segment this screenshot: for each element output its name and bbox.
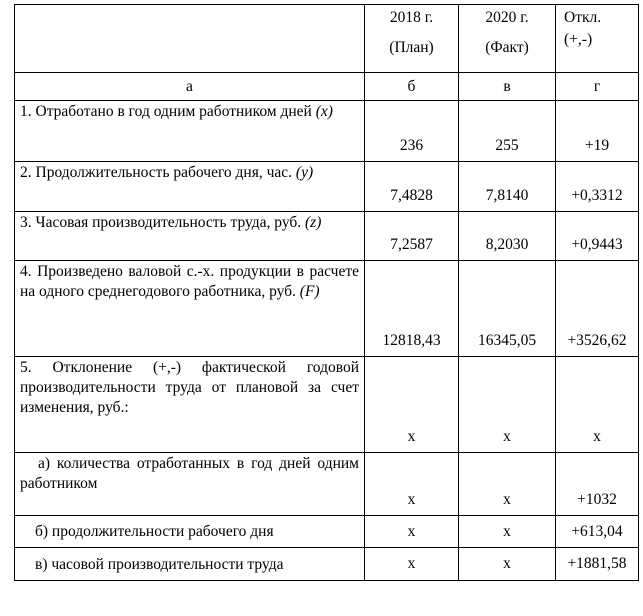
header-empty-cell bbox=[15, 5, 365, 73]
row-fact: 255 bbox=[459, 101, 556, 162]
row-fact: 8,2030 bbox=[459, 212, 556, 261]
row-deviation: +19 bbox=[556, 101, 639, 162]
row-plan: 12818,43 bbox=[365, 261, 459, 357]
row-label: 1. Отработано в год одним работником дней (x) bbox=[15, 101, 365, 162]
row-fact: х bbox=[459, 453, 556, 516]
header-deviation-label: Откл. bbox=[564, 9, 602, 26]
header-plan bbox=[365, 5, 459, 73]
row-symbol: (y) bbox=[295, 164, 314, 181]
letter-g: г bbox=[556, 73, 639, 101]
row-plan: х bbox=[365, 357, 459, 453]
header-fact-year: 2020 г. bbox=[485, 9, 529, 26]
row-symbol: (z) bbox=[305, 214, 322, 231]
letter-a: а bbox=[15, 73, 365, 101]
row-label: 3. Часовая производительность труда, руб. (z) bbox=[15, 212, 365, 261]
row-plan: 236 bbox=[365, 101, 459, 162]
row-deviation: +3526,62 bbox=[556, 261, 639, 357]
row-fact: х bbox=[459, 548, 556, 581]
header-plan-year: 2018 г. bbox=[389, 9, 434, 26]
row-plan: х bbox=[365, 516, 459, 548]
row-symbol: (x) bbox=[315, 103, 333, 120]
row-fact: 7,8140 bbox=[459, 162, 556, 212]
row-symbol: (F) bbox=[299, 283, 320, 300]
letter-row bbox=[15, 73, 639, 101]
table-row bbox=[15, 101, 639, 162]
row-fact: х bbox=[459, 357, 556, 453]
table-row bbox=[15, 261, 639, 357]
row-label: 4. Произведено валовой с.-х. продукции в расчете на одного среднегодового работника, руб. (F) bbox=[15, 261, 365, 357]
table-row bbox=[15, 212, 639, 261]
header-deviation bbox=[556, 5, 639, 73]
row-label: 5. Отклонение (+,-) фактической годовой производительности труда от плановой за счет изменения, руб.: bbox=[15, 357, 365, 453]
table-row bbox=[15, 453, 639, 516]
table-row bbox=[15, 516, 639, 548]
header-fact bbox=[459, 5, 556, 73]
row-plan: х bbox=[365, 548, 459, 581]
row-deviation: +1032 bbox=[556, 453, 639, 516]
row-plan: 7,4828 bbox=[365, 162, 459, 212]
row-fact: 16345,05 bbox=[459, 261, 556, 357]
letter-v: в bbox=[459, 73, 556, 101]
table-row bbox=[15, 548, 639, 581]
row-label: б) продолжительности рабочего дня bbox=[15, 516, 365, 548]
row-fact: х bbox=[459, 516, 556, 548]
letter-b: б bbox=[365, 73, 459, 101]
header-plan-label: (План) bbox=[389, 39, 434, 56]
table-row bbox=[15, 162, 639, 212]
header-deviation-sign: (+,-) bbox=[564, 31, 593, 48]
row-label: 2. Продолжительность рабочего дня, час. (y) bbox=[15, 162, 365, 212]
row-label: в) часовой производительности труда bbox=[15, 548, 365, 581]
productivity-table bbox=[14, 4, 639, 581]
row-deviation: +0,9443 bbox=[556, 212, 639, 261]
row-plan: 7,2587 bbox=[365, 212, 459, 261]
row-deviation: х bbox=[556, 357, 639, 453]
row-plan: х bbox=[365, 453, 459, 516]
header-row bbox=[15, 5, 639, 73]
table-row bbox=[15, 357, 639, 453]
row-deviation: +613,04 bbox=[556, 516, 639, 548]
row-deviation: +0,3312 bbox=[556, 162, 639, 212]
row-label: а) количества отработанных в год дней одним работником bbox=[15, 453, 365, 516]
header-fact-label: (Факт) bbox=[485, 39, 529, 56]
row-deviation: +1881,58 bbox=[556, 548, 639, 581]
